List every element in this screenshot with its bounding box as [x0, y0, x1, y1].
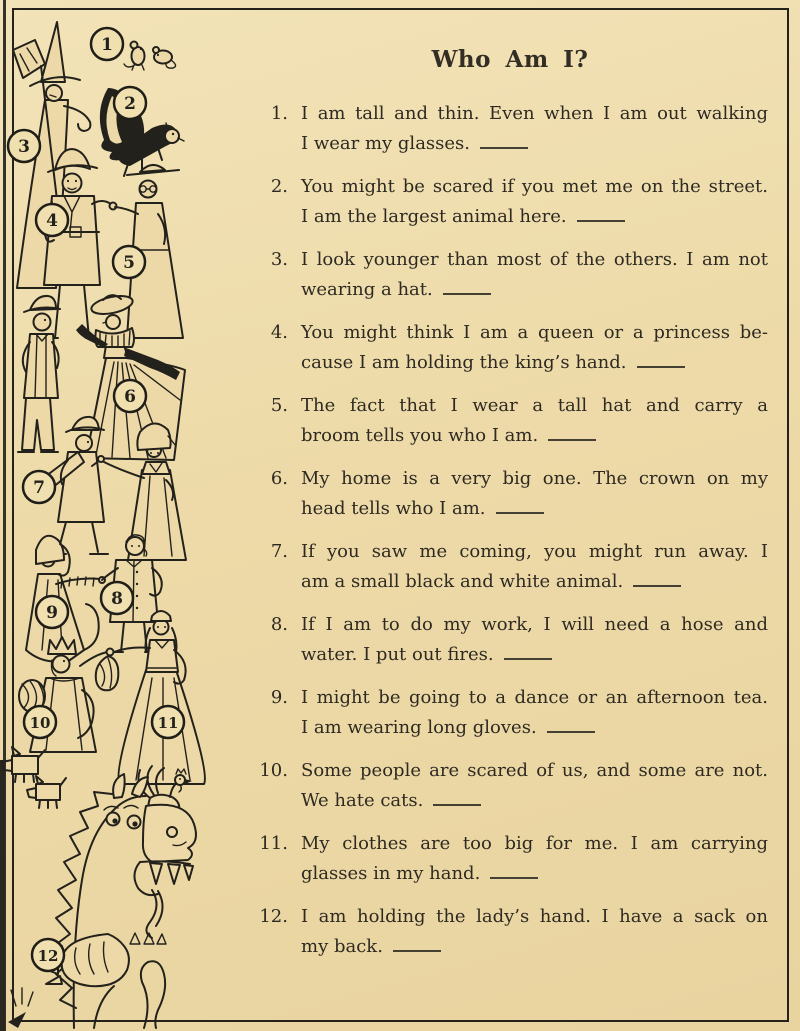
- question-line2: I am wearing long gloves.: [301, 717, 537, 738]
- question-line2-row: [301, 275, 768, 305]
- figure-number-label: 6: [124, 387, 136, 407]
- question-line2: glasses in my hand.: [301, 863, 481, 884]
- question-line1: You might think I am a queen or a princess be-: [301, 322, 768, 343]
- answer-blank: [433, 786, 481, 806]
- figure-number-label: 8: [111, 589, 123, 609]
- figure-number-label: 3: [18, 137, 30, 157]
- answer-blank: [633, 567, 681, 587]
- question-item: [252, 683, 768, 743]
- question-line2: I am the largest animal here.: [301, 206, 567, 227]
- mice-icon: [124, 42, 176, 71]
- question-number: 6.: [270, 468, 288, 489]
- figure-number-label: 2: [124, 94, 136, 114]
- question-line2-row: [301, 129, 768, 159]
- question-item: [252, 756, 768, 816]
- answer-blank: [504, 640, 552, 660]
- question-text: [301, 537, 768, 597]
- worksheet-content: [252, 46, 768, 975]
- answer-blank: [637, 348, 685, 368]
- figure-number-label: 4: [46, 211, 58, 231]
- figure-number-label: 11: [157, 714, 179, 732]
- answer-blank: [490, 859, 538, 879]
- question-line2: We hate cats.: [301, 790, 424, 811]
- question-item: [252, 902, 768, 962]
- question-line2: my back.: [301, 936, 383, 957]
- question-text: [301, 391, 768, 451]
- question-text: [301, 683, 768, 743]
- question-line1: My home is a very big one. The crown on my: [301, 468, 768, 489]
- question-line1: If I am to do my work, I will need a hose and: [301, 614, 768, 635]
- question-line1: My clothes are too big for me. I am carrying: [301, 833, 768, 854]
- question-line2: wearing a hat.: [301, 279, 433, 300]
- question-item: [252, 318, 768, 378]
- question-line2: I wear my glasses.: [301, 133, 471, 154]
- boy-in-hat-icon: [18, 296, 60, 452]
- question-item: [252, 172, 768, 232]
- question-line2-row: [301, 640, 768, 670]
- question-line2: head tells who I am.: [301, 498, 486, 519]
- dragon-icon: [8, 774, 196, 1028]
- question-text: [301, 610, 768, 670]
- figure-number-label: 9: [46, 603, 58, 623]
- figure-number-label: 12: [37, 947, 59, 965]
- question-line2-row: [301, 713, 768, 743]
- question-text: [301, 99, 768, 159]
- question-line1: I am holding the lady’s hand. I have a sack on: [301, 906, 768, 927]
- question-line2: cause I am holding the king’s hand.: [301, 352, 627, 373]
- question-text: [301, 902, 768, 962]
- question-line2: water. I put out fires.: [301, 644, 494, 665]
- answer-blank: [393, 932, 441, 952]
- question-line2-row: [301, 567, 768, 597]
- question-line2-row: [301, 859, 768, 889]
- question-line1: If you saw me coming, you might run away. I: [301, 541, 768, 562]
- question-line2-row: [301, 932, 768, 962]
- question-number: 4.: [270, 322, 288, 343]
- question-item: [252, 610, 768, 670]
- figure-number-label: 10: [29, 714, 51, 732]
- question-text: [301, 464, 768, 524]
- question-number: 10.: [259, 760, 288, 781]
- answer-blank: [577, 202, 625, 222]
- question-number: 12.: [259, 906, 288, 927]
- answer-blank: [548, 421, 596, 441]
- question-number: 5.: [270, 395, 288, 416]
- answer-blank: [496, 494, 544, 514]
- question-number: 1.: [270, 103, 288, 124]
- question-item: [252, 829, 768, 889]
- question-line2-row: [301, 786, 768, 816]
- dogs-icon: [2, 747, 66, 808]
- question-line1: I look younger than most of the others. I am not: [301, 249, 768, 270]
- question-number: 8.: [270, 614, 288, 635]
- question-text: [301, 318, 768, 378]
- answer-blank: [480, 129, 528, 149]
- figure-number-label: 7: [33, 478, 45, 498]
- question-item: [252, 245, 768, 305]
- question-line2-row: [301, 202, 768, 232]
- question-line2: am a small black and white animal.: [301, 571, 624, 592]
- question-line1: The fact that I wear a tall hat and carry a: [301, 395, 768, 416]
- question-number: 3.: [270, 249, 288, 270]
- question-text: [301, 829, 768, 889]
- question-line2-row: [301, 494, 768, 524]
- page-title: Who Am I?: [431, 46, 589, 73]
- answer-blank: [547, 713, 595, 733]
- question-item: [252, 99, 768, 159]
- question-item: [252, 391, 768, 451]
- question-number: 9.: [270, 687, 288, 708]
- princess-icon: [114, 611, 205, 784]
- question-line1: I might be going to a dance or an afternoon tea.: [301, 687, 768, 708]
- question-number: 7.: [270, 541, 288, 562]
- question-line1: You might be scared if you met me on the street.: [301, 176, 768, 197]
- figure-number-label: 5: [123, 253, 135, 273]
- question-number: 11.: [259, 833, 288, 854]
- question-line1: Some people are scared of us, and some are not.: [301, 760, 768, 781]
- question-text: [301, 756, 768, 816]
- figure-number-label: 1: [101, 35, 113, 55]
- question-text: [301, 172, 768, 232]
- question-number: 2.: [270, 176, 288, 197]
- illustration-column: [0, 0, 245, 1031]
- question-item: [252, 537, 768, 597]
- answer-blank: [443, 275, 491, 295]
- questions-list: [252, 99, 768, 962]
- question-line1: I am tall and thin. Even when I am out walking: [301, 103, 768, 124]
- question-line2-row: [301, 348, 768, 378]
- question-item: [252, 464, 768, 524]
- question-text: [301, 245, 768, 305]
- question-line2: broom tells you who I am.: [301, 425, 539, 446]
- question-line2-row: [301, 421, 768, 451]
